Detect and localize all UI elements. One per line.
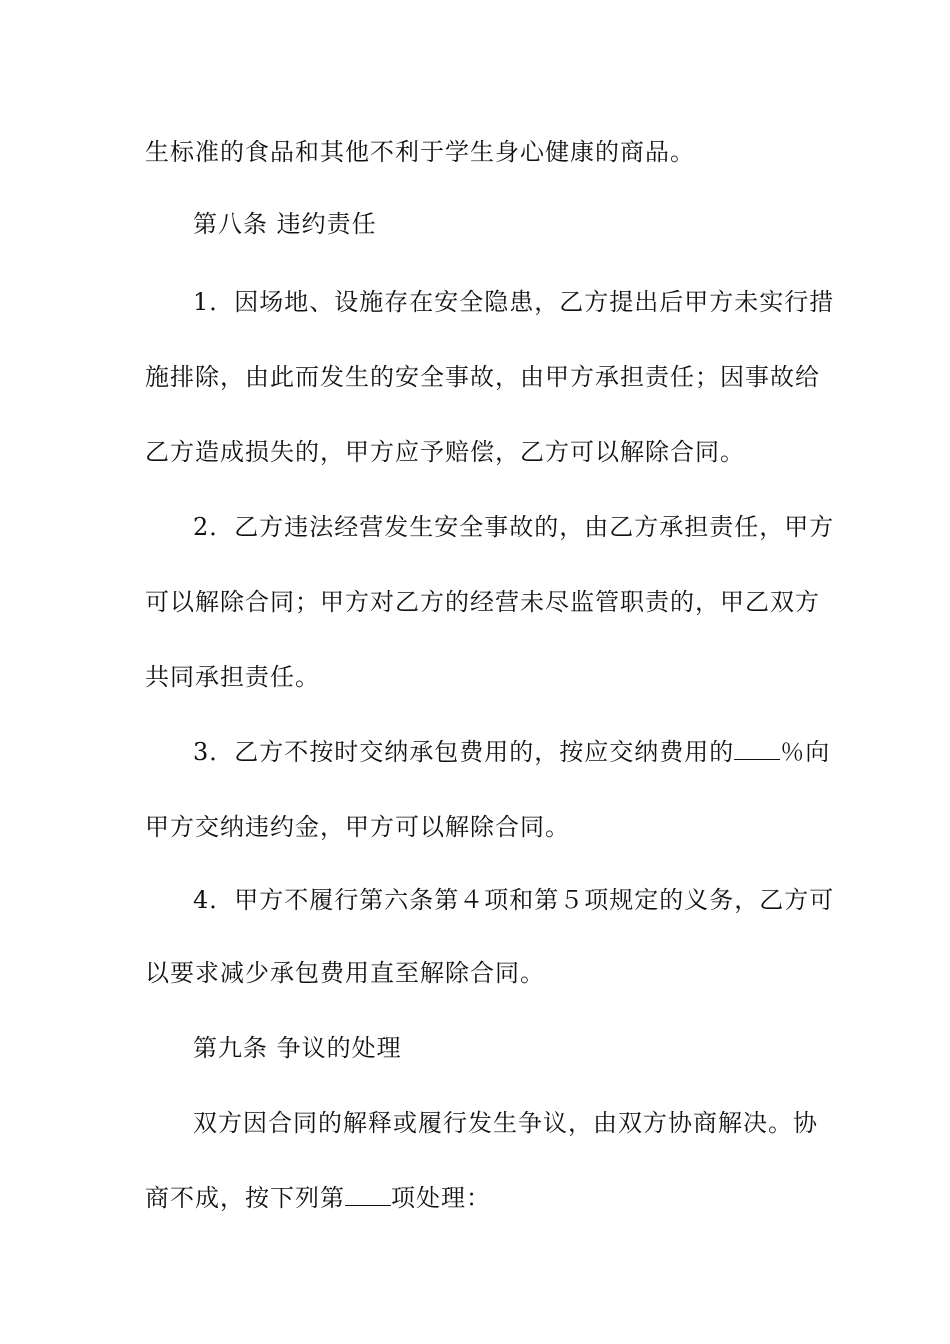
fill-in-blank: [734, 737, 780, 760]
text-line: 2．乙方违法经营发生安全事故的，由乙方承担责任，甲方: [193, 513, 835, 541]
text-segment: 项处理：: [391, 1184, 491, 1212]
text-line: 1．因场地、设施存在安全隐患，乙方提出后甲方未实行措: [193, 288, 835, 316]
text-line: 甲方交纳违约金，甲方可以解除合同。: [145, 813, 570, 841]
text-line: 共同承担责任。: [145, 663, 320, 691]
text-segment: 3．乙方不按时交纳承包费用的，按应交纳费用的: [193, 738, 735, 766]
text-line: 可以解除合同；甲方对乙方的经营未尽监管职责的，甲乙双方: [145, 588, 820, 616]
text-line: 乙方造成损失的，甲方应予赔偿，乙方可以解除合同。: [145, 438, 745, 466]
text-line: [145, 1182, 825, 1214]
text-line: 以要求减少承包费用直至解除合同。: [145, 959, 545, 987]
article-heading: 第八条 违约责任: [193, 210, 377, 238]
text-line: [193, 736, 873, 768]
text-segment: 商不成，按下列第: [145, 1184, 345, 1212]
text-line: 双方因合同的解释或履行发生争议，由双方协商解决。协: [193, 1109, 818, 1137]
text-segment: ％向: [780, 738, 831, 766]
text-line: 施排除，由此而发生的安全事故，由甲方承担责任；因事故给: [145, 363, 820, 391]
fill-in-blank: [345, 1183, 391, 1206]
text-line: 生标准的食品和其他不利于学生身心健康的商品。: [145, 138, 695, 166]
article-heading: 第九条 争议的处理: [193, 1034, 402, 1062]
text-line: 4．甲方不履行第六条第４项和第５项规定的义务，乙方可: [193, 886, 835, 914]
